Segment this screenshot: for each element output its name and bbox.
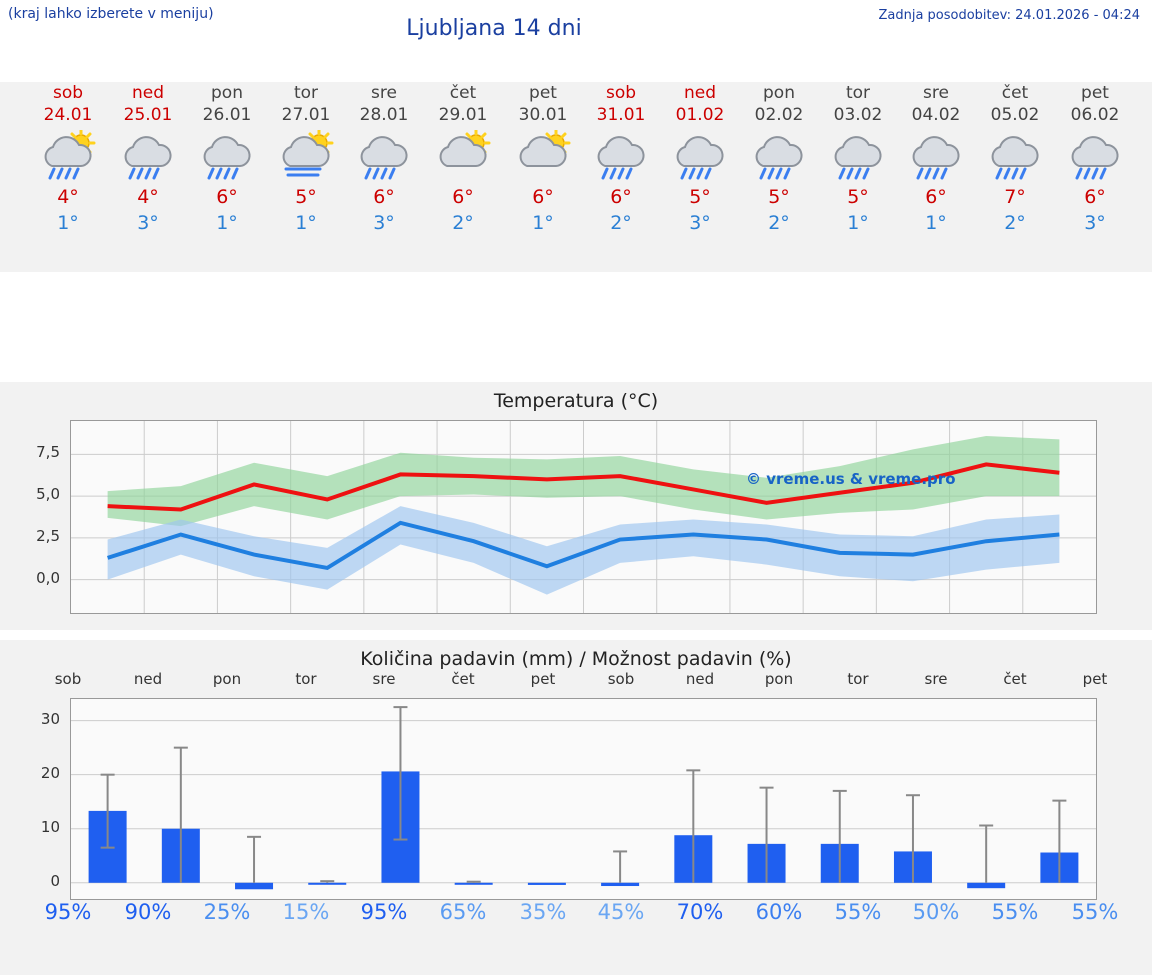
temp-max: 6°: [610, 186, 632, 208]
temp-min: 1°: [216, 212, 238, 234]
day-date: 02.02: [754, 105, 804, 125]
sun-fog-icon: [267, 130, 345, 182]
day-of-week: ned: [131, 83, 165, 103]
temp-min: 2°: [768, 212, 790, 234]
rain-icon: [582, 130, 660, 182]
day-of-week: pet: [529, 83, 557, 103]
temp-min: 1°: [295, 212, 317, 234]
temperature-y-tick: 7,5: [36, 443, 60, 462]
rain-icon: [661, 130, 739, 182]
precipitation-day-label: sob: [54, 670, 82, 688]
temp-max: 5°: [295, 186, 317, 208]
precipitation-probability: 90%: [124, 900, 172, 924]
precipitation-day-label: čet: [1003, 670, 1027, 688]
precipitation-day-label: čet: [451, 670, 475, 688]
rain-icon: [819, 130, 897, 182]
precipitation-probability: 55%: [1071, 900, 1119, 924]
day-of-week: pon: [211, 83, 243, 103]
precipitation-y-tick: 0: [50, 871, 60, 890]
day-date: 27.01: [281, 105, 331, 125]
forecast-day: [109, 82, 187, 236]
day-of-week: pet: [1081, 83, 1109, 103]
day-date: 04.02: [911, 105, 961, 125]
precipitation-day-label: tor: [847, 670, 869, 688]
precipitation-y-tick: 10: [40, 817, 60, 836]
day-date: 30.01: [518, 105, 568, 125]
precipitation-day-label: tor: [295, 670, 317, 688]
day-of-week: sob: [605, 83, 637, 103]
day-date: 01.02: [675, 105, 725, 125]
day-of-week: ned: [683, 83, 717, 103]
day-date: 26.01: [202, 105, 252, 125]
day-of-week: sre: [923, 83, 949, 103]
precipitation-probability: 70%: [676, 900, 724, 924]
precipitation-probability: 35%: [519, 900, 567, 924]
forecast-day: [267, 82, 345, 236]
forecast-day: [897, 82, 975, 236]
temp-min: 2°: [452, 212, 474, 234]
temp-max: 4°: [57, 186, 79, 208]
precipitation-probability: 95%: [360, 900, 408, 924]
rain-icon: [109, 130, 187, 182]
temp-max: 6°: [532, 186, 554, 208]
day-date: 24.01: [43, 105, 93, 125]
temp-min: 1°: [847, 212, 869, 234]
precipitation-probability: 95%: [44, 900, 92, 924]
forecast-day: [1056, 82, 1134, 236]
temp-max: 6°: [373, 186, 395, 208]
day-of-week: čet: [1001, 83, 1029, 103]
day-of-week: pon: [763, 83, 795, 103]
precipitation-day-label: pet: [1082, 670, 1108, 688]
temp-min: 3°: [1084, 212, 1106, 234]
temperature-plot-area: [70, 420, 1097, 614]
day-of-week: tor: [293, 83, 319, 103]
day-date: 31.01: [596, 105, 646, 125]
temp-max: 5°: [768, 186, 790, 208]
temperature-y-tick: 0,0: [36, 568, 60, 587]
forecast-day: [740, 82, 818, 236]
temp-min: 1°: [57, 212, 79, 234]
forecast-day: [345, 82, 423, 236]
precipitation-chart: [0, 640, 1152, 975]
temp-min: 1°: [532, 212, 554, 234]
day-of-week: sre: [371, 83, 397, 103]
precipitation-probability: 25%: [203, 900, 251, 924]
rain-icon: [976, 130, 1054, 182]
day-date: 29.01: [438, 105, 488, 125]
menu-note: (kraj lahko izberete v meniju): [8, 6, 214, 22]
temperature-y-tick: 2,5: [36, 526, 60, 545]
day-date: 06.02: [1070, 105, 1120, 125]
temp-min: 3°: [689, 212, 711, 234]
precipitation-day-label: pon: [764, 670, 794, 688]
temp-min: 2°: [610, 212, 632, 234]
temp-max: 7°: [1004, 186, 1026, 208]
day-of-week: sob: [52, 83, 84, 103]
rain-icon: [188, 130, 266, 182]
precipitation-probability: 50%: [912, 900, 960, 924]
rain-icon: [345, 130, 423, 182]
temperature-y-tick: 5,0: [36, 485, 60, 504]
temp-max: 6°: [1084, 186, 1106, 208]
temp-min: 1°: [925, 212, 947, 234]
day-of-week: čet: [449, 83, 477, 103]
temp-max: 6°: [925, 186, 947, 208]
rain-icon: [1056, 130, 1134, 182]
rain-sun-icon: [29, 130, 107, 182]
precipitation-y-tick: 30: [40, 709, 60, 728]
temp-min: 3°: [137, 212, 159, 234]
forecast-day: [661, 82, 739, 236]
temp-max: 6°: [452, 186, 474, 208]
precipitation-day-label: pet: [530, 670, 556, 688]
page-title: Ljubljana 14 dni: [406, 16, 582, 41]
day-date: 05.02: [990, 105, 1040, 125]
temp-min: 2°: [1004, 212, 1026, 234]
precipitation-probability: 55%: [834, 900, 882, 924]
precipitation-probability: 60%: [755, 900, 803, 924]
precipitation-plot-area: [70, 698, 1097, 900]
sun-cloud-icon: [424, 130, 502, 182]
precipitation-day-label: ned: [685, 670, 715, 688]
temperature-chart: [0, 382, 1152, 630]
watermark: © vreme.us & vreme.pro: [746, 470, 956, 488]
precipitation-probability: 65%: [439, 900, 487, 924]
forecast-day: [424, 82, 502, 236]
rain-icon: [897, 130, 975, 182]
forecast-day: [504, 82, 582, 236]
precipitation-day-label: ned: [133, 670, 163, 688]
precipitation-day-label: sre: [924, 670, 948, 688]
last-updated: Zadnja posodobitev: 24.01.2026 - 04:24: [878, 8, 1140, 23]
temp-max: 4°: [137, 186, 159, 208]
precipitation-chart-title: Količina padavin (mm) / Možnost padavin (%): [360, 648, 792, 670]
day-date: 25.01: [123, 105, 173, 125]
precipitation-day-label: sre: [372, 670, 396, 688]
precipitation-probability: 45%: [597, 900, 645, 924]
forecast-strip: [0, 82, 1152, 272]
precipitation-probability: 55%: [991, 900, 1039, 924]
rain-icon: [740, 130, 818, 182]
forecast-day: [188, 82, 266, 236]
day-of-week: tor: [845, 83, 871, 103]
precipitation-day-label: pon: [212, 670, 242, 688]
forecast-day: [582, 82, 660, 236]
page-header: [0, 0, 1152, 62]
sun-cloud-icon: [504, 130, 582, 182]
temp-max: 5°: [689, 186, 711, 208]
temp-max: 5°: [847, 186, 869, 208]
forecast-day: [976, 82, 1054, 236]
temp-max: 6°: [216, 186, 238, 208]
day-date: 28.01: [359, 105, 409, 125]
forecast-day: [29, 82, 107, 236]
day-date: 03.02: [833, 105, 883, 125]
forecast-day: [819, 82, 897, 236]
precipitation-y-tick: 20: [40, 763, 60, 782]
precipitation-probability: 15%: [282, 900, 330, 924]
precipitation-day-label: sob: [607, 670, 635, 688]
temp-min: 3°: [373, 212, 395, 234]
temperature-chart-title: Temperatura (°C): [493, 390, 659, 412]
